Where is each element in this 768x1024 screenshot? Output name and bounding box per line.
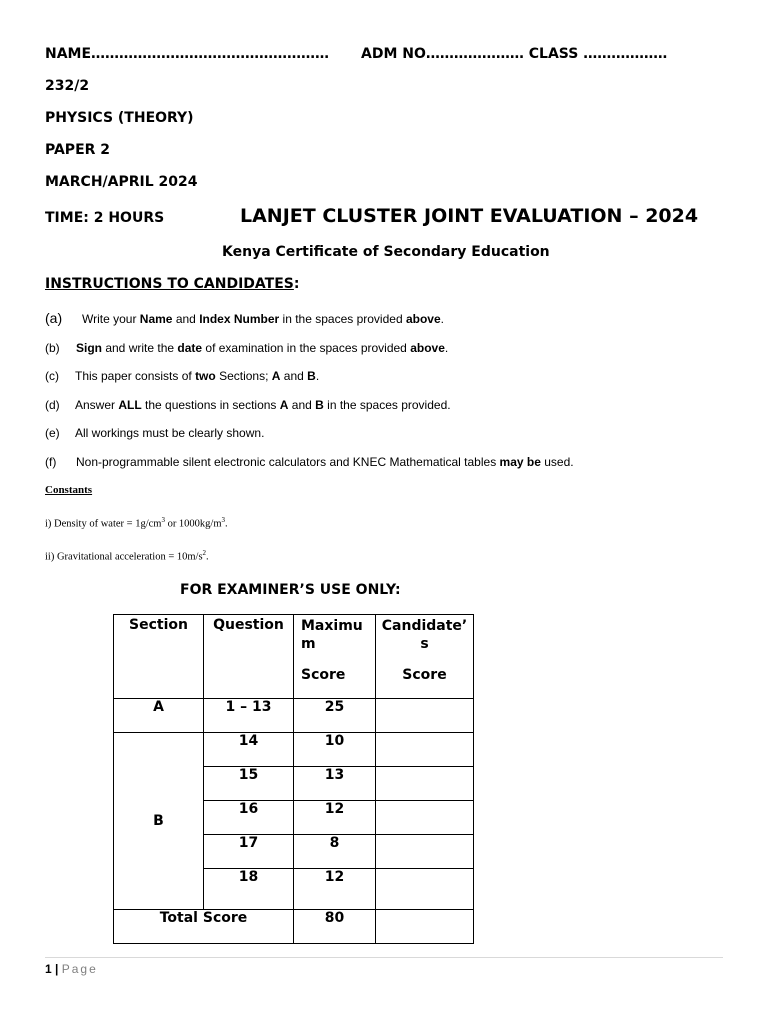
text: of examination in the spaces provided [202, 341, 411, 355]
exam-date: MARCH/APRIL 2024 [45, 174, 198, 190]
page-word: Page [61, 962, 98, 976]
paper-number: PAPER 2 [45, 142, 111, 158]
examiner-score-table [113, 614, 474, 944]
total-candidate-cell[interactable] [376, 910, 474, 944]
text: . [206, 551, 209, 563]
text-bold: ALL [118, 398, 142, 412]
text-bold: Name [139, 312, 173, 326]
instruction-b [45, 341, 448, 355]
max-score-cell: 12 [294, 801, 376, 835]
candidate-score-cell[interactable] [376, 801, 474, 835]
text-bold: may be [499, 455, 541, 469]
question-cell: 1 – 13 [204, 699, 294, 733]
text: Write your [82, 312, 140, 326]
candidate-score-cell[interactable] [376, 733, 474, 767]
text-bold: B [307, 369, 316, 383]
instructions-heading [45, 276, 299, 292]
text: in the spaces provided [279, 312, 406, 326]
text: i) Density of water = 1g/cm [45, 518, 162, 530]
examiner-table-caption: FOR EXAMINER’S USE ONLY: [180, 582, 401, 598]
max-score-cell: 25 [294, 699, 376, 733]
text-bold: A [279, 398, 289, 412]
text: and [172, 312, 200, 326]
candidate-score-cell[interactable] [376, 835, 474, 869]
text-bold: above [405, 312, 441, 326]
header-candidate-score [376, 615, 474, 699]
instruction-a-label: (a) [45, 310, 63, 326]
candidate-score-cell[interactable] [376, 767, 474, 801]
text: and write the [102, 341, 178, 355]
instruction-f [45, 455, 574, 469]
adm-class-field-line: ADM NO………………… CLASS ……………… [361, 46, 668, 62]
text: . [225, 518, 228, 530]
text: and [280, 369, 308, 383]
text: . [315, 369, 320, 383]
instruction-d-label: (d) [45, 398, 60, 412]
text-bold: A [271, 369, 281, 383]
table-header-row [114, 615, 474, 699]
table-row [114, 699, 474, 733]
max-score-cell: 13 [294, 767, 376, 801]
text: used. [540, 455, 574, 469]
question-cell: 14 [204, 733, 294, 767]
total-label-cell: Total Score [114, 910, 294, 944]
text: . [444, 341, 449, 355]
total-max-cell: 80 [294, 910, 376, 944]
question-cell: 16 [204, 801, 294, 835]
header-text: Maximu [301, 618, 363, 634]
text: Answer [75, 398, 119, 412]
text-bold: B [315, 398, 324, 412]
section-a-cell: A [114, 699, 204, 733]
exam-time: TIME: 2 HOURS [45, 210, 165, 226]
candidate-score-cell[interactable] [376, 699, 474, 733]
text-bold: Index Number [199, 312, 280, 326]
question-cell: 15 [204, 767, 294, 801]
header-text: Score [301, 667, 346, 683]
instruction-d [45, 398, 451, 412]
max-score-cell: 12 [294, 869, 376, 910]
footer-divider [45, 957, 723, 958]
page-number: 1 [45, 962, 52, 976]
superscript: 3 [221, 516, 226, 524]
question-cell: 18 [204, 869, 294, 910]
page-footer [45, 962, 98, 976]
max-score-cell: 10 [294, 733, 376, 767]
text: or 1000kg/m [164, 518, 222, 530]
instruction-e-label: (e) [45, 426, 60, 440]
text: and [288, 398, 316, 412]
header-text: Score [402, 667, 447, 683]
text: ii) Gravitational acceleration = 10m/s [45, 551, 203, 563]
header-text: Candidate’ [381, 618, 468, 634]
text: the questions in sections [141, 398, 280, 412]
superscript: 2 [202, 549, 207, 557]
text: . [440, 312, 444, 326]
header-text: s [420, 636, 429, 652]
section-b-cell: B [114, 733, 204, 910]
header-text: m [301, 636, 316, 652]
exam-subtitle: Kenya Certificate of Secondary Education [222, 244, 550, 260]
instruction-e [45, 426, 264, 440]
text: Sections; [215, 369, 272, 383]
header-section: Section [114, 615, 204, 699]
paper-code: 232/2 [45, 78, 90, 94]
text-bold: date [177, 341, 203, 355]
instruction-f-label: (f) [45, 455, 57, 469]
max-score-cell: 8 [294, 835, 376, 869]
question-cell: 17 [204, 835, 294, 869]
text: All workings must be clearly shown. [75, 426, 265, 440]
constants-heading: Constants [45, 484, 93, 496]
text: This paper consists of [75, 369, 196, 383]
text-bold: two [195, 369, 216, 383]
page-separator: | [51, 962, 62, 976]
candidate-score-cell[interactable] [376, 869, 474, 910]
text: Non-programmable silent electronic calculators and KNEC Mathematical tables [76, 455, 500, 469]
instructions-heading-colon: : [293, 276, 300, 292]
text: in the spaces provided. [323, 398, 451, 412]
table-row [114, 733, 474, 767]
text-bold: above [410, 341, 445, 355]
total-row [114, 910, 474, 944]
instructions-heading-text: INSTRUCTIONS TO CANDIDATES [45, 276, 294, 292]
constant-water-density [45, 516, 228, 530]
instruction-c-label: (c) [45, 369, 59, 383]
instruction-b-label: (b) [45, 341, 60, 355]
exam-title: LANJET CLUSTER JOINT EVALUATION – 2024 [240, 205, 699, 227]
subject: PHYSICS (THEORY) [45, 110, 194, 126]
name-field-line: NAME…………………………………………… [45, 46, 330, 62]
superscript: 3 [161, 516, 165, 524]
header-question: Question [204, 615, 294, 699]
text-bold: Sign [76, 341, 102, 355]
instruction-c [45, 369, 319, 383]
instruction-a [45, 310, 444, 326]
header-max-score [294, 615, 376, 699]
constant-gravity [45, 549, 209, 563]
